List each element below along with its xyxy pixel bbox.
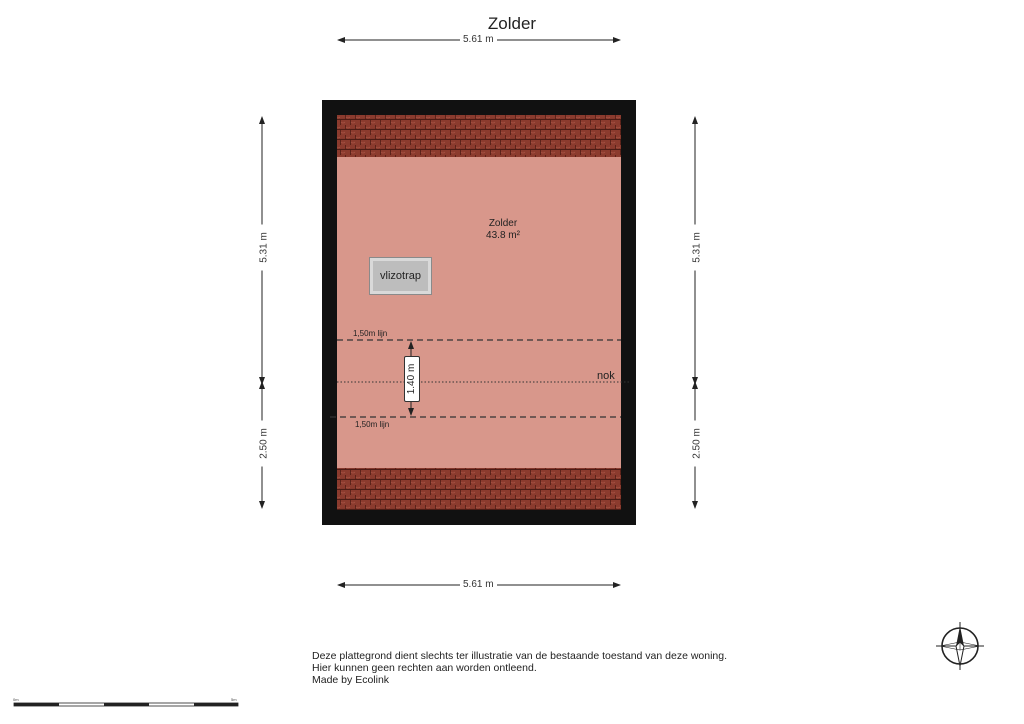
scale-bar — [14, 703, 238, 706]
disclaimer-line-3: Made by Ecolink — [312, 674, 390, 686]
plan-title: Zolder — [487, 14, 537, 33]
disclaimer-line-2: Hier kunnen geen rechten aan worden ontleend. — [312, 662, 537, 674]
roof-tiles-bottom — [337, 468, 621, 510]
bottom-dimension-label: 5.61 m — [460, 579, 497, 590]
floor-area — [337, 115, 621, 510]
right-lower-dimension-label: 2.50 m — [692, 421, 703, 467]
ridge-label: nok — [597, 370, 615, 382]
scale-start-label: 0m — [13, 697, 19, 702]
vlizotrap-hatch: vlizotrap — [369, 257, 432, 295]
disclaimer-line-1: Deze plattegrond dient slechts ter illustratie van de bestaande toestand van deze woning. — [312, 650, 728, 662]
roof-tiles-top — [337, 115, 621, 157]
lower-height-line-label: 1,50m lijn — [355, 420, 390, 429]
room-label — [450, 218, 556, 242]
left-lower-dimension-label: 2.50 m — [259, 421, 270, 467]
top-dimension-label: 5.61 m — [460, 34, 497, 45]
scale-end-label: 5m — [231, 697, 237, 702]
disclaimer — [312, 650, 727, 686]
right-upper-dimension-label: 5.31 m — [692, 225, 703, 271]
height-label: 1.40 m — [404, 356, 420, 402]
room-area: 43.8 m² — [486, 230, 520, 241]
room-name: Zolder — [488, 218, 518, 229]
compass-icon — [934, 620, 986, 672]
upper-height-line-label: 1,50m lijn — [353, 329, 388, 338]
left-upper-dimension-label: 5.31 m — [259, 225, 270, 271]
